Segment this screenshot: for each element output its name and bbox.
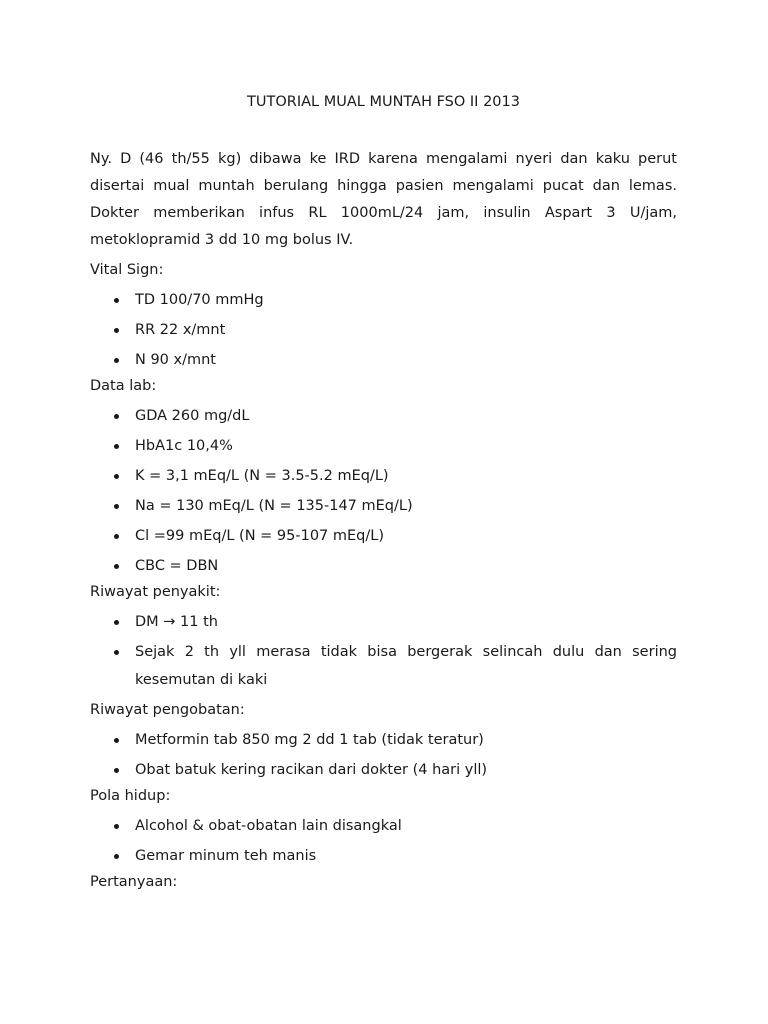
document-title: TUTORIAL MUAL MUNTAH FSO II 2013 [247, 94, 520, 110]
list-item-text: Sejak 2 th yll merasa tidak bisa bergerak selincah dulu dan sering kesemutan di kaki [135, 644, 677, 688]
section-heading: Riwayat penyakit: [90, 584, 221, 600]
section-heading: Pola hidup: [90, 788, 171, 804]
bullet-icon [114, 414, 119, 419]
list-item [90, 496, 677, 516]
section-pola-hidup [90, 786, 677, 866]
bullet-list [90, 730, 677, 780]
list-item [90, 730, 677, 750]
list-item [90, 350, 677, 370]
list-item [90, 612, 677, 632]
list-item-text: Cl =99 mEq/L (N = 95-107 mEq/L) [135, 528, 384, 544]
list-item [90, 466, 677, 486]
list-item-text: RR 22 x/mnt [135, 322, 226, 338]
bullet-icon [114, 358, 119, 363]
bullet-icon [114, 620, 119, 625]
section-heading: Data lab: [90, 378, 157, 394]
section-heading: Riwayat pengobatan: [90, 702, 245, 718]
list-item-text: Alcohol & obat-obatan lain disangkal [135, 818, 402, 834]
list-item [90, 436, 677, 456]
bullet-icon [114, 768, 119, 773]
list-item [90, 760, 677, 780]
bullet-icon [114, 444, 119, 449]
list-item-text: K = 3,1 mEq/L (N = 3.5-5.2 mEq/L) [135, 468, 389, 484]
list-item-text: Metformin tab 850 mg 2 dd 1 tab (tidak teratur) [135, 732, 484, 748]
list-item-text: Gemar minum teh manis [135, 848, 317, 864]
document-page [90, 92, 677, 892]
bullet-icon [114, 328, 119, 333]
bullet-icon [114, 854, 119, 859]
section-data-lab [90, 376, 677, 576]
bullet-icon [114, 474, 119, 479]
list-item [90, 526, 677, 546]
list-item [90, 638, 677, 694]
list-item-text: GDA 260 mg/dL [135, 408, 250, 424]
list-item-text: Na = 130 mEq/L (N = 135-147 mEq/L) [135, 498, 413, 514]
bullet-icon [114, 824, 119, 829]
section-riwayat-pengobatan [90, 700, 677, 780]
list-item-text: DM → 11 th [135, 614, 218, 630]
list-item-text: TD 100/70 mmHg [135, 292, 264, 308]
list-item-text: Obat batuk kering racikan dari dokter (4 hari yll) [135, 762, 488, 778]
bullet-icon [114, 650, 119, 655]
bullet-list [90, 290, 677, 370]
bullet-icon [114, 298, 119, 303]
bullet-list [90, 816, 677, 866]
bullet-icon [114, 504, 119, 509]
list-item [90, 556, 677, 576]
list-item-text: CBC = DBN [135, 558, 219, 574]
bullet-icon [114, 738, 119, 743]
bullet-icon [114, 534, 119, 539]
list-item [90, 320, 677, 340]
bullet-list [90, 406, 677, 576]
list-item-text: HbA1c 10,4% [135, 438, 233, 454]
section-heading: Vital Sign: [90, 262, 164, 278]
section-vital-sign [90, 260, 677, 370]
list-item-text: N 90 x/mnt [135, 352, 216, 368]
section-riwayat-penyakit [90, 582, 677, 694]
list-item [90, 406, 677, 426]
case-description: Ny. D (46 th/55 kg) dibawa ke IRD karena mengalami nyeri dan kaku perut disertai mual muntah berulang hingga pasien mengalami pucat dan lemas. Dokter memberikan infus RL 1000mL/24 jam, insulin Aspart 3 U/jam, metoklopramid 3 dd 10 mg bolus IV. [90, 151, 677, 248]
list-item [90, 816, 677, 836]
bullet-icon [114, 564, 119, 569]
bullet-list [90, 612, 677, 694]
list-item [90, 290, 677, 310]
list-item [90, 846, 677, 866]
section-heading: Pertanyaan: [90, 874, 178, 890]
section-pertanyaan [90, 872, 677, 892]
